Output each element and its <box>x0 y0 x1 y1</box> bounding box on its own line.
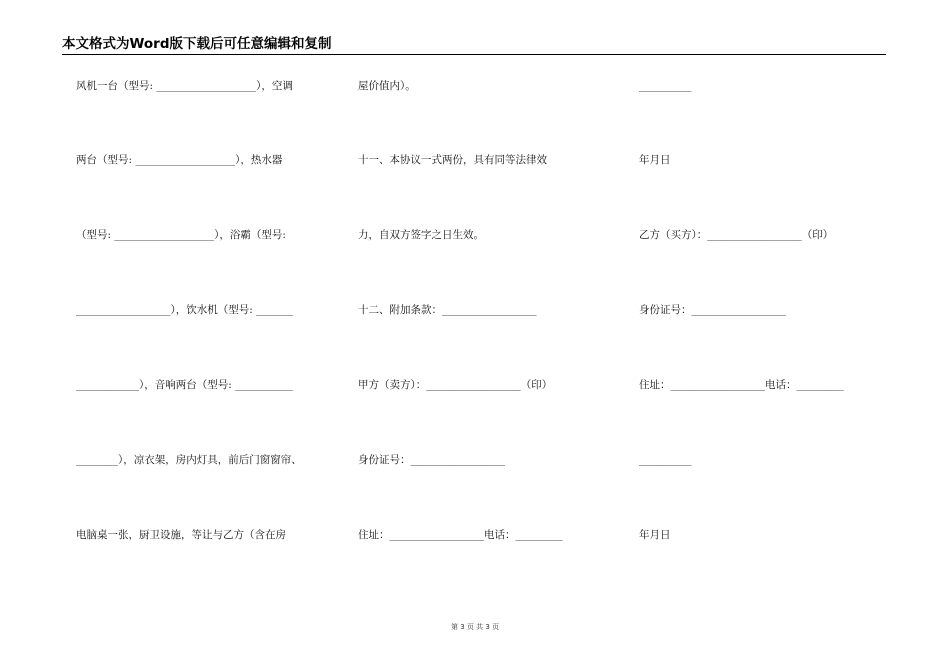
header-divider <box>62 54 886 55</box>
middle-line-3: 力，自双方签字之日生效。 <box>358 229 484 241</box>
right-line-4: 身份证号：__________________ <box>639 304 786 316</box>
left-line-1: 风机一台（型号: ___________________），空调 <box>76 80 293 92</box>
middle-line-2: 十一、本协议一式两份，具有同等法律效 <box>358 154 547 166</box>
middle-line-1: 屋价值内）。 <box>358 80 416 92</box>
left-line-3: （型号: ___________________），浴霸（型号: <box>76 229 286 241</box>
right-line-7: 年月日 <box>639 529 671 541</box>
right-line-3: 乙方（买方）：__________________（印） <box>639 229 834 241</box>
left-line-2: 两台（型号: ___________________），热水器 <box>76 154 283 166</box>
right-line-1: __________ <box>639 80 692 92</box>
right-line-2: 年月日 <box>639 154 671 166</box>
document-header: 本文格式为Word版下载后可任意编辑和复制 <box>62 36 332 52</box>
middle-line-4: 十二、附加条款：__________________ <box>358 304 537 316</box>
left-line-5: ____________），音响两台（型号: ___________ <box>76 379 293 391</box>
right-line-5: 住址：__________________电话：_________ <box>639 379 844 391</box>
left-line-6: ________），凉衣架，房内灯具，前后门窗窗帘、 <box>76 454 302 466</box>
middle-line-7: 住址：__________________电话：_________ <box>358 529 563 541</box>
right-line-6: __________ <box>639 454 692 466</box>
middle-line-5: 甲方（卖方）：__________________（印） <box>358 379 553 391</box>
middle-line-6: 身份证号：__________________ <box>358 454 505 466</box>
page-number: 第 3 页 共 3 页 <box>450 623 500 631</box>
left-line-7: 电脑桌一张，厨卫设施，等让与乙方（含在房 <box>76 529 286 541</box>
left-line-4: __________________），饮水机（型号: _______ <box>76 304 293 316</box>
